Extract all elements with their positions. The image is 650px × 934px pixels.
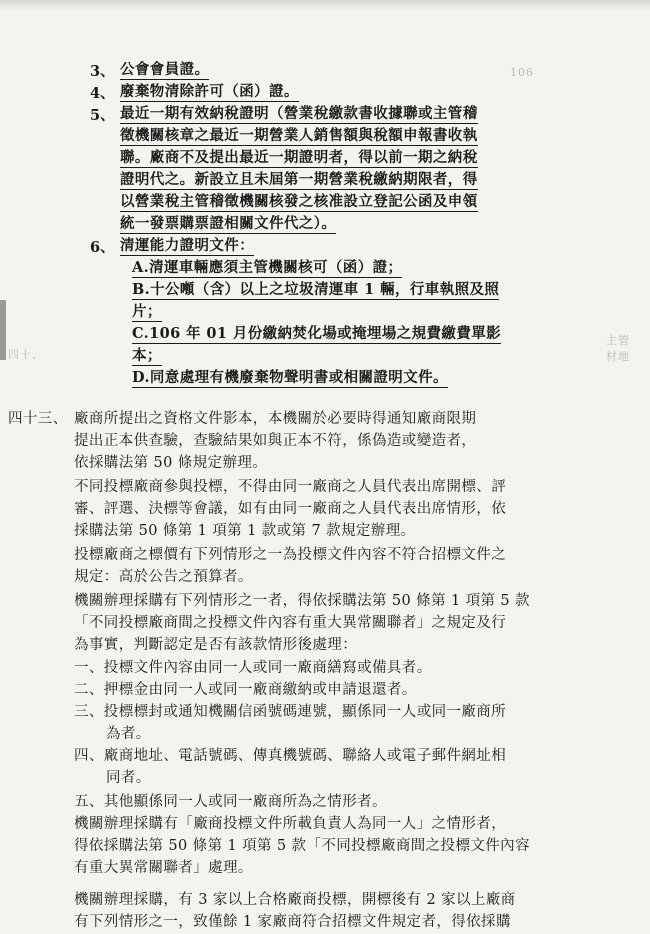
list-item-text: 證明代之。新設立且未屆第一期營業稅繳納期限者，得 xyxy=(120,171,478,188)
section-text: 機關辦理採購，有 3 家以上合格廠商投標，開標後有 2 家以上廠商 xyxy=(74,892,516,908)
section-text: 提出正本供查驗，查驗結果如與正本不符，係偽造或變造者， xyxy=(74,433,477,449)
section-text: 機關辦理採購有下列情形之一者，得依採購法第 50 條第 1 項第 5 款 xyxy=(74,593,530,609)
section-text: 投標廠商之標價有下列情形之一為投標文件內容不符合招標文件之 xyxy=(74,547,507,563)
scan-shadow xyxy=(0,0,650,10)
sub-item-text: B.十公噸（含）以上之垃圾清運車 1 輛，行車執照及照 xyxy=(132,281,500,298)
bleed-through-text: 106 xyxy=(510,66,534,79)
section-text: 不同投標廠商參與投標，不得由同一廠商之人員代表出席開標、評 xyxy=(74,479,507,495)
list-number: 4、 xyxy=(90,85,115,102)
section-text: 得依採購法第 50 條第 1 項第 5 款「不同投標廠商間之投標文件內容 xyxy=(74,838,530,854)
sub-item-text: D.同意處理有機廢棄物聲明書或相關證明文件。 xyxy=(132,369,448,386)
list-item-text: 以營業稅主管稽徵機關核發之核准設立登記公函及申領 xyxy=(120,193,478,210)
bleed-through-text: 材地 xyxy=(606,350,630,363)
scan-edge-mark xyxy=(0,300,6,360)
section-text: 有重大異常關聯者」處理。 xyxy=(74,860,253,876)
list-number: 6、 xyxy=(90,239,115,256)
list-item-text: 清運能力證明文件： xyxy=(120,237,255,254)
list-item-text: 統一發票購票證相關文件代之）。 xyxy=(120,215,337,232)
section-text: 為者。 xyxy=(106,726,151,742)
section-text: 審、評選、決標等會議，如有由同一廠商之人員代表出席情形，依 xyxy=(74,501,507,517)
section-text: 採購法第 50 條第 1 項第 1 款或第 7 款規定辦理。 xyxy=(74,523,416,539)
section-text: 依採購法第 50 條規定辦理。 xyxy=(74,455,268,471)
list-number: 3、 xyxy=(90,63,115,80)
sub-item-text: 片； xyxy=(132,303,162,320)
section-text: 廠商所提出之資格文件影本，本機關於必要時得通知廠商限期 xyxy=(74,411,477,427)
list-item-text: 徵機關核章之最近一期營業人銷售額與稅額申報書收執 xyxy=(120,127,478,144)
section-text: 規定：高於公告之預算者。 xyxy=(74,569,253,585)
section-text: 機關辦理採購有「廠商投標文件所載負責人為同一人」之情形者， xyxy=(74,816,507,832)
sub-item-text: C.106 年 01 月份繳納焚化場或掩埋場之規費繳費單影 xyxy=(132,325,502,342)
sub-item-text: A.清運車輛應須主管機關核可（函）證； xyxy=(132,259,403,276)
section-text: 同者。 xyxy=(106,770,151,786)
bleed-through-text: 主管 xyxy=(606,334,630,347)
list-item-text: 最近一期有效納稅證明（營業稅繳款書收據聯或主管稽 xyxy=(120,105,478,122)
section-text: 二、押標金由同一人或同一廠商繳納或申請退還者。 xyxy=(74,682,417,698)
section-text: 三、投標標封或通知機關信函號碼連號，顯係同一人或同一廠商所 xyxy=(74,704,507,720)
section-number: 四十三、 xyxy=(8,411,68,427)
section-text: 一、投標文件內容由同一人或同一廠商繕寫或備具者。 xyxy=(74,660,432,676)
list-item-text: 廢棄物清除許可（函）證。 xyxy=(120,83,299,100)
sub-item-text: 本； xyxy=(132,347,162,364)
section-text: 四、廠商地址、電話號碼、傳真機號碼、聯絡人或電子郵件網址相 xyxy=(74,748,507,764)
list-item-text: 公會會員證。 xyxy=(120,61,210,78)
list-number: 5、 xyxy=(90,107,115,124)
section-text: 五、其他顯係同一人或同一廠商所為之情形者。 xyxy=(74,794,387,810)
section-text: 有下列情形之一，致僅餘 1 家廠商符合招標文件規定者，得依採購 xyxy=(74,914,511,930)
bleed-through-text: 四十、 xyxy=(8,348,44,361)
list-item-text: 聯。廠商不及提出最近一期證明者，得以前一期之納稅 xyxy=(120,149,478,166)
section-text: 「不同投標廠商間之投標文件內容有重大異常關聯者」之規定及行 xyxy=(74,615,507,631)
section-text: 為事實，判斷認定是否有該款情形後處理： xyxy=(74,637,358,653)
